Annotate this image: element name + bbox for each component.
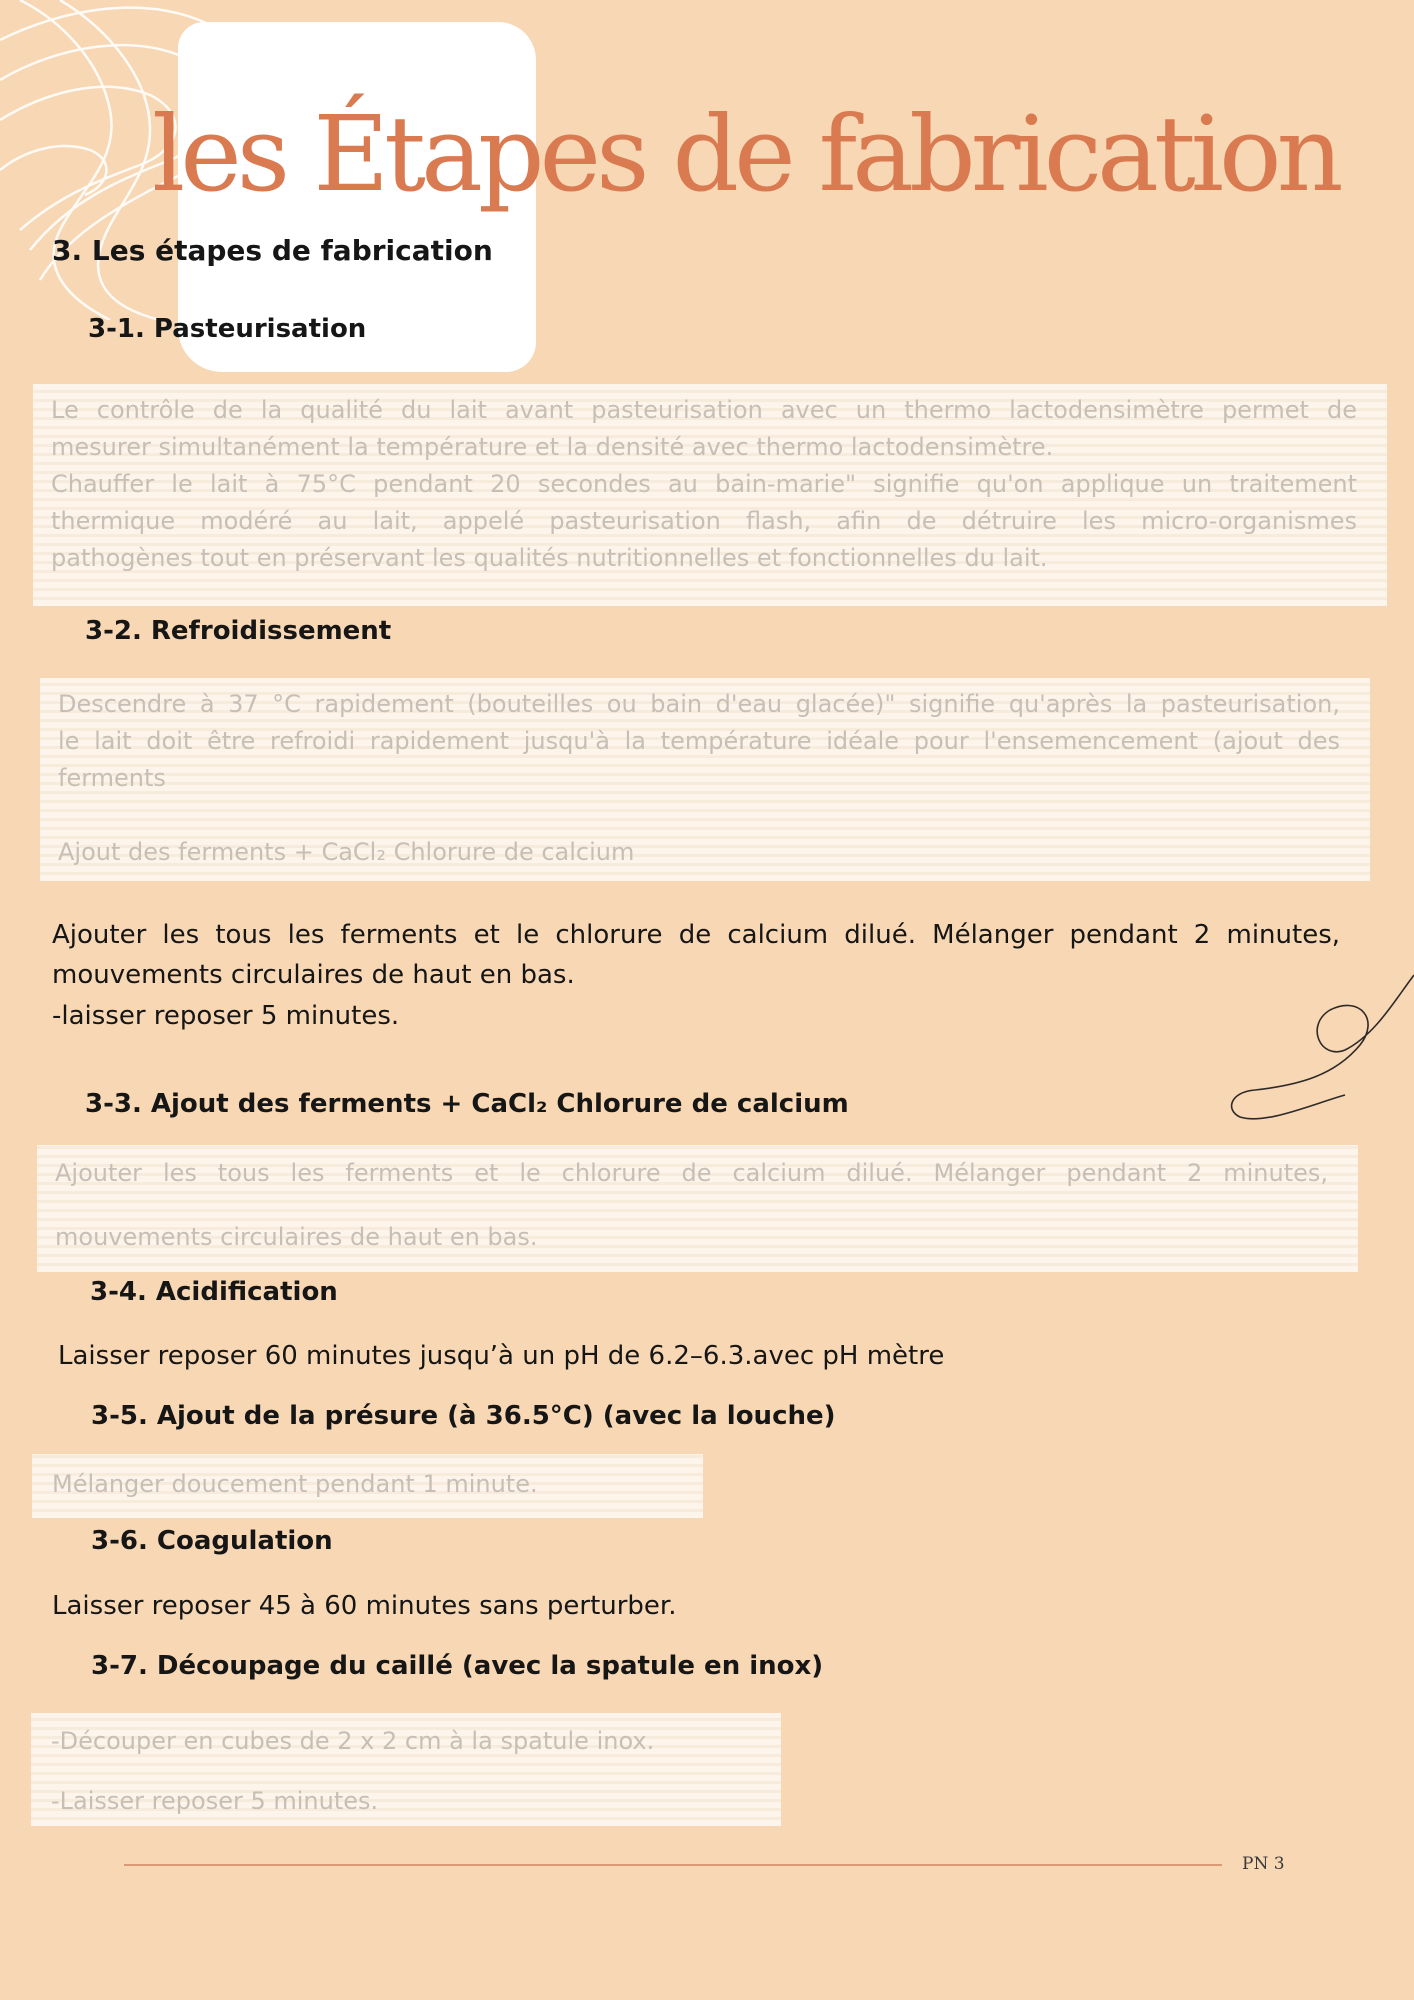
- faded-line: mouvements circulaires de haut en bas.: [55, 1223, 538, 1251]
- page-number: PN 3: [1242, 1854, 1285, 1874]
- body-line: -laisser reposer 5 minutes.: [52, 1001, 400, 1031]
- faded-line: mesurer simultanément la température et la densité avec thermo lactodensimètre.: [51, 433, 1054, 461]
- faded-text-block-step-7: [31, 1713, 781, 1826]
- faded-line: Le contrôle de la qualité du lait avant pasteurisation avec un thermo lactodensimètre permet de: [51, 396, 1357, 424]
- body-line: mouvements circulaires de haut en bas.: [52, 960, 575, 990]
- faded-line: thermique modéré au lait, appelé pasteurisation flash, afin de détruire les micro-organismes: [51, 507, 1357, 535]
- step-2-body: [52, 915, 1340, 1037]
- step-4-heading: 3-4. Acidification: [90, 1277, 338, 1307]
- faded-line: Descendre à 37 °C rapidement (bouteilles ou bain d'eau glacée)" signifie qu'après la pasteurisation,: [58, 690, 1340, 718]
- faded-line: -Laisser reposer 5 minutes.: [51, 1787, 379, 1815]
- faded-line: -Découper en cubes de 2 x 2 cm à la spatule inox.: [51, 1727, 655, 1755]
- faded-line: Ajouter les tous les ferments et le chlorure de calcium dilué. Mélanger pendant 2 minutes,: [55, 1159, 1328, 1187]
- faded-text-block-step-1: [33, 384, 1387, 606]
- step-6-heading: 3-6. Coagulation: [91, 1526, 333, 1556]
- step-2-heading: 3-2. Refroidissement: [85, 616, 392, 646]
- faded-line: Chauffer le lait à 75°C pendant 20 secondes au bain-marie" signifie qu'on applique un traitement: [51, 470, 1357, 498]
- faded-line: Ajout des ferments + CaCl₂ Chlorure de calcium: [58, 838, 635, 866]
- step-7-heading: 3-7. Découpage du caillé (avec la spatule en inox): [91, 1651, 824, 1681]
- step-4-body: Laisser reposer 60 minutes jusqu’à un pH de 6.2–6.3.avec pH mètre: [58, 1341, 945, 1371]
- step-1-heading: 3-1. Pasteurisation: [88, 314, 367, 344]
- step-5-heading: 3-5. Ajout de la présure (à 36.5°C) (avec la louche): [91, 1401, 836, 1431]
- body-line: Ajouter les tous les ferments et le chlorure de calcium dilué. Mélanger pendant 2 minutes,: [52, 920, 1340, 950]
- faded-line: ferments: [58, 764, 166, 792]
- page-title: les Étapes de fabrication: [152, 93, 1339, 215]
- faded-line: pathogènes tout en préservant les qualités nutritionnelles et fonctionnelles du lait.: [51, 544, 1048, 572]
- section-heading: 3. Les étapes de fabrication: [52, 234, 493, 267]
- faded-line: Mélanger doucement pendant 1 minute.: [52, 1470, 538, 1498]
- footer-divider: [124, 1864, 1222, 1866]
- faded-line: le lait doit être refroidi rapidement jusqu'à la température idéale pour l'ensemencement (ajout des: [58, 727, 1340, 755]
- step-6-body: Laisser reposer 45 à 60 minutes sans perturber.: [52, 1591, 677, 1621]
- faded-text-block-step-5: [32, 1454, 703, 1518]
- faded-text-block-step-2: [40, 678, 1370, 881]
- faded-text-block-step-3: [37, 1145, 1358, 1272]
- step-3-heading: 3-3. Ajout des ferments + CaCl₂ Chlorure de calcium: [85, 1089, 849, 1119]
